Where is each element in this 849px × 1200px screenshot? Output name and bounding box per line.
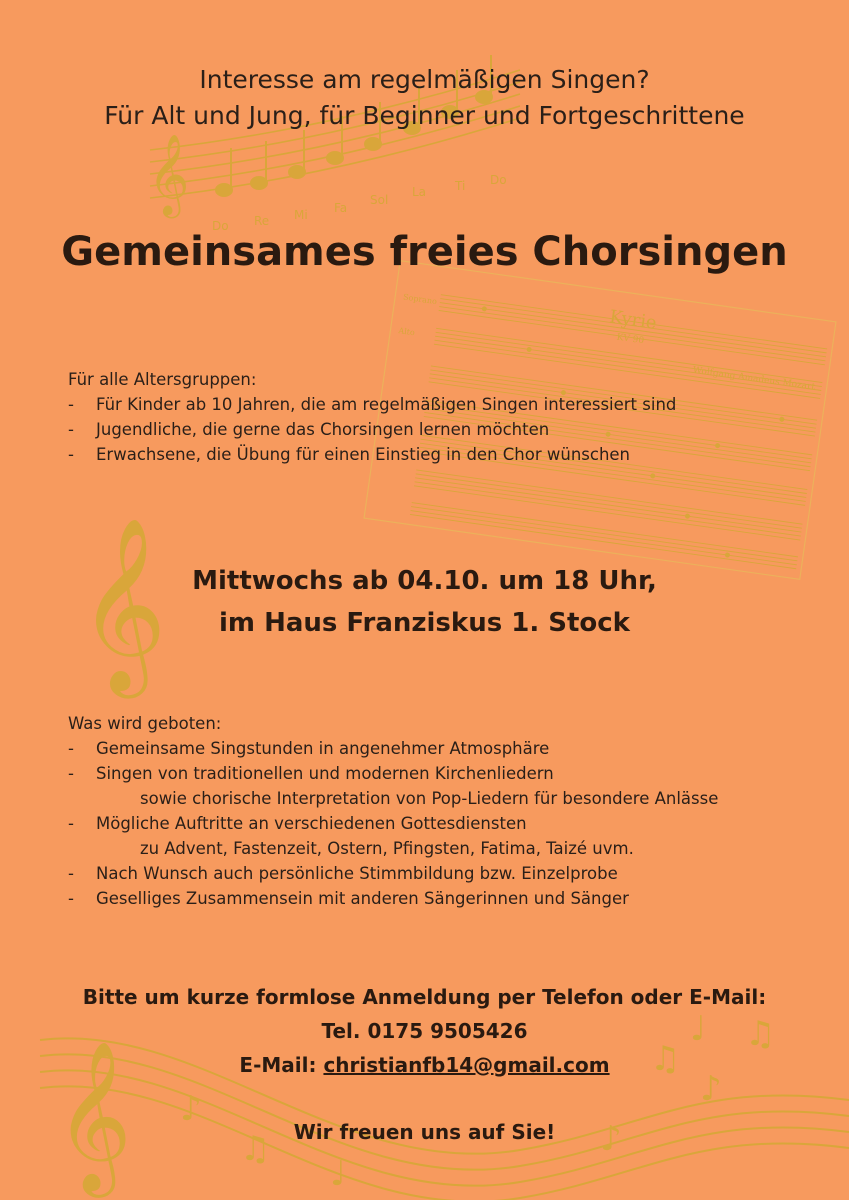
age-groups-heading: Für alle Altersgruppen: (68, 370, 257, 389)
svg-text:♪: ♪ (600, 1119, 622, 1159)
score-voice-label: Soprano (402, 292, 438, 307)
svg-text:♫: ♫ (650, 1039, 681, 1079)
svg-text:♩: ♩ (330, 1154, 347, 1194)
solfege-label: Fa (334, 201, 348, 215)
intro-text (0, 62, 849, 134)
solfege-label: Re (254, 214, 270, 228)
list-item-text: Mögliche Auftritte an verschiedenen Gottesdiensten (96, 814, 527, 833)
list-item-text: Gemeinsame Singstunden in angenehmer Atmosphäre (96, 739, 550, 758)
svg-text:♪: ♪ (700, 1069, 722, 1109)
list-dash: - (68, 764, 74, 783)
svg-text:♩: ♩ (690, 1009, 707, 1049)
list-item-text: Erwachsene, die Übung für einen Einstieg in den Chor wünschen (96, 445, 631, 464)
email-label: E-Mail: (239, 1053, 324, 1077)
score-composer: Wolfgang Amadeus Mozart (692, 365, 816, 393)
offer-section (68, 711, 718, 911)
solfege-label: Mi (294, 208, 308, 222)
score-title: Kyrie (607, 306, 658, 334)
list-item-continuation: sowie chorische Interpretation von Pop-Liedern für besondere Anlässe (140, 789, 719, 808)
solfege-label: Sol (370, 193, 389, 207)
closing-text: Wir freuen uns auf Sie! (293, 1120, 556, 1144)
score-subtitle: KV 90 (615, 332, 645, 347)
event-line: Mittwochs ab 04.10. um 18 Uhr, (192, 566, 657, 596)
intro-line: Interesse am regelmäßigen Singen? (199, 65, 650, 94)
list-item (68, 736, 718, 761)
list-item (68, 442, 676, 467)
treble-clef-icon: 𝄞 (78, 517, 167, 691)
email-link[interactable]: christianfb14@gmail.com (323, 1053, 610, 1077)
solfege-label: Ti (455, 179, 466, 193)
list-item-continuation: zu Advent, Fastenzeit, Ostern, Pfingsten, Fatima, Taizé uvm. (140, 839, 634, 858)
list-item-text: Nach Wunsch auch persönliche Stimmbildung bzw. Einzelprobe (96, 864, 618, 883)
list-dash: - (68, 814, 74, 833)
svg-text:♪: ♪ (180, 1089, 202, 1129)
list-item (68, 392, 676, 417)
list-item-text: Für Kinder ab 10 Jahren, die am regelmäßigen Singen interessiert sind (96, 395, 677, 414)
event-info (0, 560, 849, 644)
list-dash: - (68, 739, 74, 758)
svg-text:♫: ♫ (240, 1129, 271, 1169)
list-item (68, 417, 676, 442)
offer-heading: Was wird geboten: (68, 714, 222, 733)
intro-line: Für Alt und Jung, für Beginner und Fortgeschrittene (104, 101, 745, 130)
solfege-label: La (412, 185, 427, 199)
age-groups-section (68, 367, 676, 467)
email-line (0, 1048, 849, 1082)
treble-clef-icon: 𝄞 (148, 133, 190, 215)
contact-section (0, 980, 849, 1082)
score-voice-label: Alto (397, 326, 416, 338)
solfege-label: Do (212, 219, 229, 233)
list-dash: - (68, 420, 74, 439)
list-dash: - (68, 889, 74, 908)
phone-number: Tel. 0175 9505426 (321, 1019, 528, 1043)
page-title: Gemeinsames freies Chorsingen (61, 229, 788, 275)
list-item-text: Jugendliche, die gerne das Chorsingen lernen möchten (96, 420, 550, 439)
svg-text:♫: ♫ (745, 1014, 776, 1054)
list-dash: - (68, 864, 74, 883)
treble-clef-icon: 𝄞 (55, 1039, 132, 1191)
list-dash: - (68, 445, 74, 464)
list-item (68, 811, 718, 836)
contact-request: Bitte um kurze formlose Anmeldung per Telefon oder E-Mail: (82, 985, 767, 1009)
list-item (68, 861, 718, 886)
list-item-text: Geselliges Zusammensein mit anderen Sängerinnen und Sänger (96, 889, 629, 908)
event-line: im Haus Franziskus 1. Stock (219, 608, 630, 638)
list-dash: - (68, 395, 74, 414)
solfege-label: Do (490, 173, 507, 187)
list-item-text: Singen von traditionellen und modernen Kirchenliedern (96, 764, 554, 783)
list-item (68, 886, 718, 911)
list-item (68, 761, 718, 786)
